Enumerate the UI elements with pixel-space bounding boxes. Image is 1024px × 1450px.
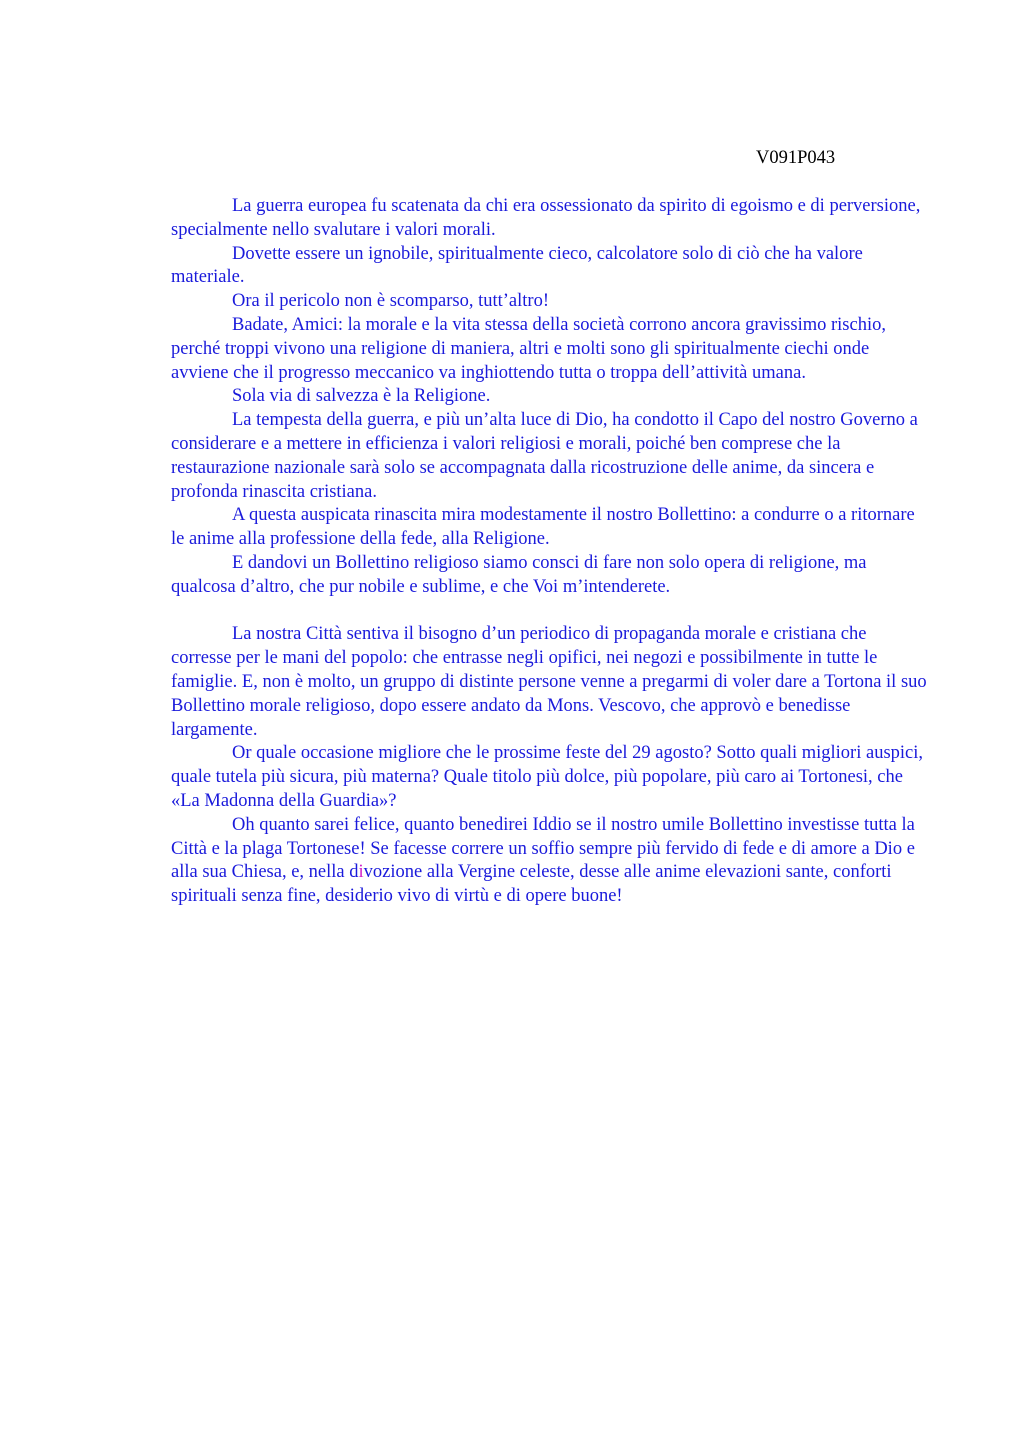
paragraph-8: E dandovi un Bollettino religioso siamo consci di fare non solo opera di religione, ma qualcosa d’altro, che pur nobile e sublime, e che Voi m’intenderete.	[171, 552, 867, 597]
paragraph-11-end: vozione alla Vergine celeste, desse alle anime elevazioni sante, conforti spirituali senza fine, desiderio vivo di virtù e di opere buone!	[171, 862, 892, 907]
paragraph-1: La guerra europea fu scatenata da chi era ossessionato da spirito di egoismo e di perversione, specialmente nello svalutare i valori morali.	[171, 196, 921, 240]
paragraph-10: Or quale occasione migliore che le prossime feste del 29 agosto? Sotto quali migliori auspici, quale tutela più sicura, più materna? Quale titolo più dolce, più popolare, più caro ai Tortonesi, che «La Madonna della Guardia»?	[171, 743, 924, 811]
paragraph-7: A questa auspicata rinascita mira modestamente il nostro Bollettino: a condurre o a ritornare le anime alla professione della fede, alla Religione.	[171, 505, 915, 550]
paragraph-gap	[171, 600, 931, 624]
paragraph-3: Ora il pericolo non è scomparso, tutt’altro!	[232, 291, 549, 312]
paragraph-11	[171, 814, 931, 909]
document-body	[171, 195, 931, 909]
highlighted-letter: i	[358, 862, 364, 883]
paragraph-11-start: Oh quanto sarei felice, quanto benedirei Iddio se il nostro umile Bollettino investisse tutta la Città e la plaga Tortonese! Se facesse correre un soffio sempre più fervido di fede e di amore a Dio e alla sua Chiesa, e, nella d	[171, 814, 915, 883]
paragraph-9: La nostra Città sentiva il bisogno d’un periodico di propaganda morale e cristiana che corresse per le mani del popolo: che entrasse negli opifici, nei negozi e possibilmente in tutte le famiglie. E, non è molto, un gruppo di distinte persone venne a pregarmi di voler dare a Tortona il suo Bollettino morale religioso, dopo essere andato da Mons. Vescovo, che approvò e benedisse largamente.	[171, 624, 927, 740]
paragraph-5: Sola via di salvezza è la Religione.	[232, 386, 491, 407]
paragraph-6: La tempesta della guerra, e più un’alta luce di Dio, ha condotto il Capo del nostro Governo a considerare e a mettere in efficienza i valori religiosi e morali, poiché ben comprese che la restaurazione nazionale sarà solo se accompagnata dalla ricostruzione delle anime, da sincera e profonda rinascita cristiana.	[171, 410, 918, 502]
paragraph-2: Dovette essere un ignobile, spiritualmente cieco, calcolatore solo di ciò che ha valore materiale.	[171, 243, 863, 288]
document-code: V091P043	[756, 148, 836, 168]
paragraph-4: Badate, Amici: la morale e la vita stessa della società corrono ancora gravissimo rischio, perché troppi vivono una religione di maniera, altri e molti sono gli spiritualmente ciechi onde avviene che il progresso meccanico va inghiottendo tutta o troppa dell’attività umana.	[171, 314, 886, 383]
